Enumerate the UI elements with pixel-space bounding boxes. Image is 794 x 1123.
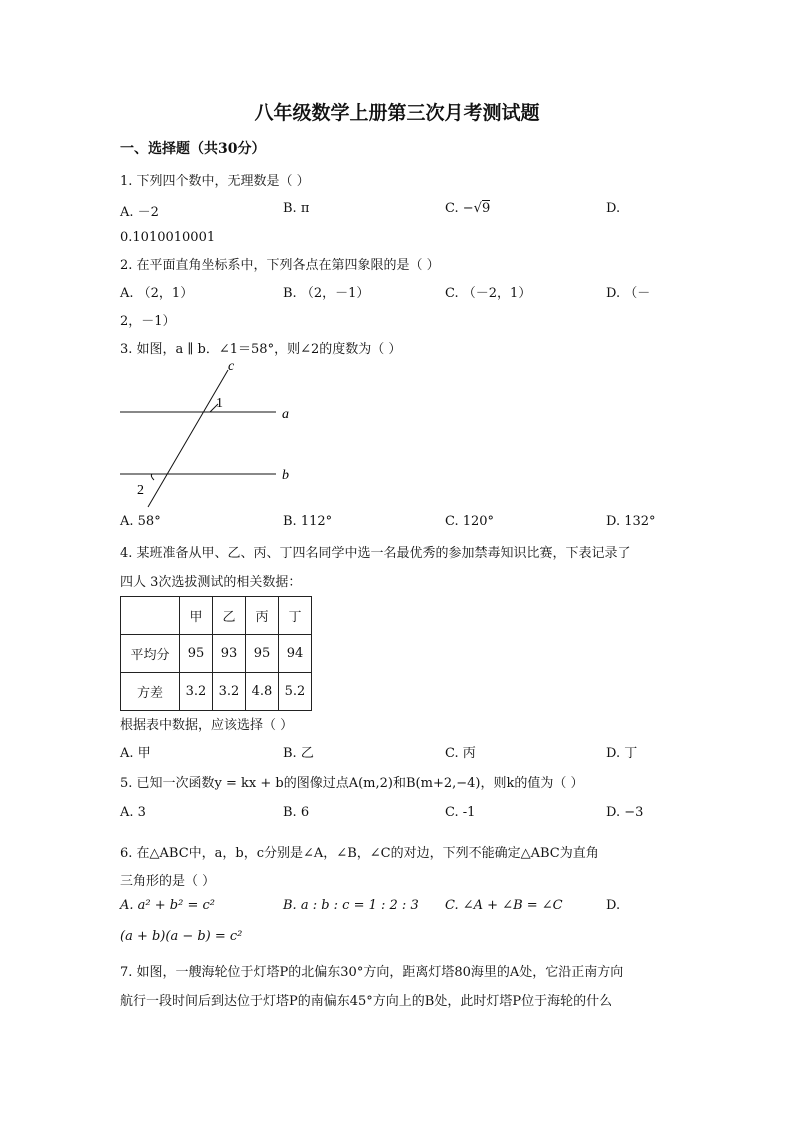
table-header-cell — [121, 597, 180, 635]
q4-stem-line1: 4. 某班准备从甲、乙、丙、丁四名同学中选一名最优秀的参加禁毒知识比赛，下表记录了 — [120, 546, 631, 561]
q6-option-d-cont: (a + b)(a − b) = c² — [120, 929, 243, 944]
table-header-cell: 丙 — [246, 597, 279, 635]
table-header-row — [121, 597, 312, 635]
q1-option-a: A. －2 — [120, 205, 159, 220]
table-cell: 4.8 — [246, 673, 279, 711]
q1-option-c-radicand: 9 — [481, 201, 491, 216]
q5-option-a: A. 3 — [120, 805, 146, 820]
q4-option-a: A. 甲 — [120, 746, 151, 761]
label-a: a — [282, 407, 289, 422]
table-cell: 3.2 — [213, 673, 246, 711]
q2-option-d-cont: 2，－1） — [120, 314, 176, 329]
q2-option-c: C. （－2，1） — [445, 286, 532, 301]
q5-option-b: B. 6 — [283, 805, 310, 820]
q5-option-d: D. −3 — [606, 805, 644, 820]
table-row — [121, 673, 312, 711]
q3-option-c: C. 120° — [445, 514, 495, 529]
table-header-cell: 甲 — [180, 597, 213, 635]
table-cell: 5.2 — [279, 673, 312, 711]
q3-option-a: A. 58° — [120, 514, 161, 529]
table-row — [121, 635, 312, 673]
q5-stem: 5. 已知一次函数y = kx + b的图像过点A(m,2)和B(m+2,−4)，则k的值为（ ） — [120, 776, 584, 791]
angle-2-arc — [151, 474, 154, 480]
section-heading: 一、选择题（共30分） — [120, 141, 266, 157]
label-angle-2: 2 — [137, 483, 144, 498]
q6-stem-line2: 三角形的是（ ） — [120, 874, 216, 889]
table-cell: 95 — [180, 635, 213, 673]
q6-option-b: B. a : b : c = 1 : 2 : 3 — [283, 898, 419, 913]
q1-option-c-prefix: C. − — [445, 201, 474, 216]
sqrt-sign-icon: √ — [473, 201, 482, 216]
transversal-c — [148, 370, 228, 507]
table-header-cell: 乙 — [213, 597, 246, 635]
q4-option-d: D. 丁 — [606, 746, 638, 761]
q6-stem-line1: 6. 在△ABC中，a，b，c分别是∠A，∠B，∠C的对边，下列不能确定△ABC为直角 — [120, 846, 599, 861]
table-cell: 平均分 — [121, 635, 180, 673]
q6-option-d: D. — [606, 898, 621, 913]
parallel-lines-figure — [110, 352, 310, 512]
q4-option-b: B. 乙 — [283, 746, 314, 761]
q7-stem-line1: 7. 如图，一艘海轮位于灯塔P的北偏东30°方向，距离灯塔80海里的A处，它沿正南方向 — [120, 965, 624, 980]
table-cell: 95 — [246, 635, 279, 673]
q2-option-a: A. （2，1） — [120, 286, 194, 301]
table-cell: 93 — [213, 635, 246, 673]
q1-option-d-value: 0.1010010001 — [120, 230, 216, 245]
label-b: b — [282, 468, 289, 483]
q1-option-c — [445, 201, 490, 216]
q2-option-d: D. （－ — [606, 286, 651, 301]
q3-option-b: B. 112° — [283, 514, 333, 529]
q4-option-c: C. 丙 — [445, 746, 476, 761]
q4-after-table: 根据表中数据，应该选择（ ） — [120, 718, 294, 733]
q6-option-c: C. ∠A + ∠B = ∠C — [445, 898, 563, 913]
q1-stem: 1. 下列四个数中，无理数是（ ） — [120, 174, 310, 189]
table-cell: 3.2 — [180, 673, 213, 711]
q4-stem-line2: 四人 3次选拔测试的相关数据： — [120, 575, 302, 590]
q2-stem: 2. 在平面直角坐标系中，下列各点在第四象限的是（ ） — [120, 258, 440, 273]
label-angle-1: 1 — [216, 396, 223, 411]
table-header-cell: 丁 — [279, 597, 312, 635]
label-c: c — [228, 359, 235, 374]
page-title: 八年级数学上册第三次月考测试题 — [254, 102, 540, 124]
table-cell: 94 — [279, 635, 312, 673]
q5-option-c: C. -1 — [445, 805, 476, 820]
q3-option-d: D. 132° — [606, 514, 656, 529]
table-cell: 方差 — [121, 673, 180, 711]
q6-option-a: A. a² + b² = c² — [120, 898, 215, 913]
q2-option-b: B. （2，－1） — [283, 286, 370, 301]
q7-stem-line2: 航行一段时间后到达位于灯塔P的南偏东45°方向上的B处，此时灯塔P位于海轮的什么 — [120, 994, 613, 1009]
q1-option-b: B. π — [283, 201, 310, 216]
scores-table — [120, 596, 312, 711]
q1-option-d: D. — [606, 201, 621, 216]
q3-stem: 3. 如图，a ∥ b．∠1＝58°，则∠2的度数为（ ） — [120, 342, 402, 357]
